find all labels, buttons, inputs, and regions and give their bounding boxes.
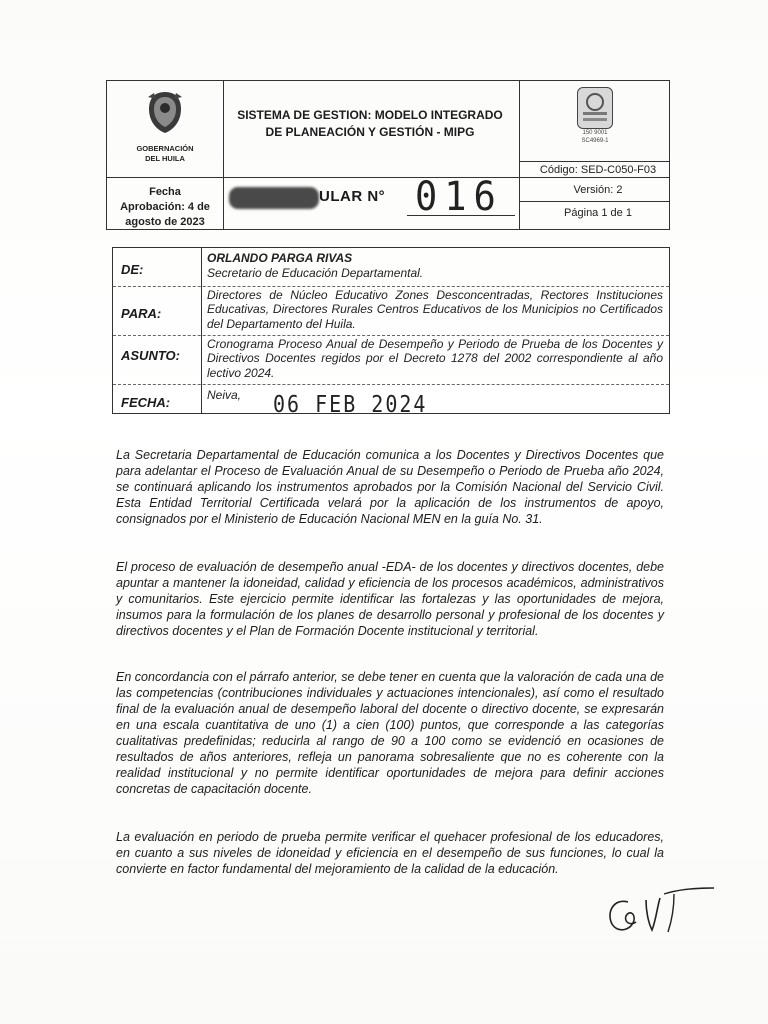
sender-title: Secretario de Educación Departamental. [207,266,424,280]
recipients: Directores de Núcleo Educativo Zones Desconcentradas, Rectores Instituciones Educativas, Directores Rurales Centros Educativos de los Municipios no Certificados del Departamento del Huila. [207,288,663,331]
circular-label: ULAR N° [319,188,386,205]
header-divider [519,81,520,229]
para-label: PARA: [121,306,162,321]
cert-line-1: 150 9001 [582,130,608,136]
page-number: Página 1 de 1 [564,207,632,219]
body-paragraph-1: La Secretaria Departamental de Educación comunica a los Docentes y Directivos Docentes que para adelantar el Proceso de Evaluación Anual de su Desempeño o Periodo de Prueba año 2024, se continuará aplicando los instrumentos aprobados por la Comisión Nacional del Servicio Civil. Esta Entidad Territorial Certificada velará por la aplicación de los instrumentos de apoyo, consignados por el Ministerio de Educación Nacional MEN en la guía No. 31. [116,448,664,526]
fecha-city: Neiva, [207,388,242,402]
document-code: Código: SED-C050-F03 [539,164,657,176]
gobernacion-logo [127,89,203,164]
circular-number: 016 [415,173,503,220]
fecha-label: FECHA: [121,395,171,410]
header-divider [519,201,669,202]
date-stamp: 06 FEB 2024 [273,390,428,418]
approval-date-line-3: agosto de 2023 [125,215,205,228]
org-line-1: GOBERNACIÓN [136,144,194,153]
info-row-divider [113,384,669,385]
body-paragraph-3: En concordancia con el párrafo anterior, se debe tener en cuenta que la valoración de cada una de las competencias (contribuciones individuales y actuaciones intencionales), así como el resultado final de la evaluación anual de desempeño laboral del docente o directivo docente, se expresarán en una escala cuantitativa de uno (1) a cien (100) puntos, que corresponde a las categorías cualitativas predefinidas; reducirla al rango de 90 a 100 como se evidenció en ocasiones de resultados de años anteriores, refleja un panorama sobresaliente que no es coherente con la realidad institucional y no permite identificar oportunidades de mejora para definir acciones concretas de capacitación docente. [116,670,664,796]
header-divider [223,81,224,229]
circular-underline [407,215,515,216]
memo-info-table [112,247,670,418]
header-divider [107,177,223,178]
header-divider [519,161,669,162]
info-row-divider [113,335,669,336]
sender-name: ORLANDO PARGA RIVAS [207,251,353,265]
system-title [225,107,515,141]
info-column-divider [201,248,202,413]
info-row-divider [113,286,669,287]
icontec-certification-logo [567,87,623,145]
coat-of-arms-icon [144,89,186,135]
subject: Cronograma Proceso Anual de Desempeño y Periodo de Prueba de los Docentes y Directivos Docentes regidos por el Decreto 1278 del 2002 correspondiente al año lectivo 2024. [207,337,663,380]
approval-date [109,185,221,230]
system-title-line-2: DE PLANEACIÓN Y GESTIÓN - MIPG [265,124,475,139]
body-paragraph-2: El proceso de evaluación de desempeño anual -EDA- de los docentes y directivos docentes, debe apuntar a mantener la idoneidad, calidad y eficiencia de los procesos académicos, administrativos y comunitarios. Este ejercicio permite identificar las fortalezas y las oportunidades de mejora, insumos para la formulación de los planes de desarrollo personal y profesional de los docentes y directivos docentes y el Plan de Formación Docente institucional y territorial. [116,560,664,638]
circular-number-block [227,175,517,219]
document-version: Versión: 2 [573,184,623,196]
redacted-stamp [229,187,319,209]
document-header-table [106,80,670,230]
body-paragraph-4: La evaluación en periodo de prueba permite verificar el quehacer profesional de los educadores, en cuanto a sus niveles de idoneidad y eficiencia en el desempeño de sus funciones, lo cual la convierte en factor fundamental del mejoramiento de la calidad de la educación. [116,830,664,876]
cert-line-2: SC4969-1 [581,138,609,145]
system-title-line-1: SISTEMA DE GESTION: MODELO INTEGRADO [237,108,503,122]
handwritten-initials-signature [602,880,720,940]
certification-seal-icon [577,87,613,129]
approval-date-line-1: Fecha [149,186,181,198]
org-line-2: DEL HUILA [145,154,185,164]
de-label: DE: [121,262,144,277]
approval-date-line-2: Aprobación: 4 de [120,200,210,213]
asunto-label: ASUNTO: [121,348,180,363]
